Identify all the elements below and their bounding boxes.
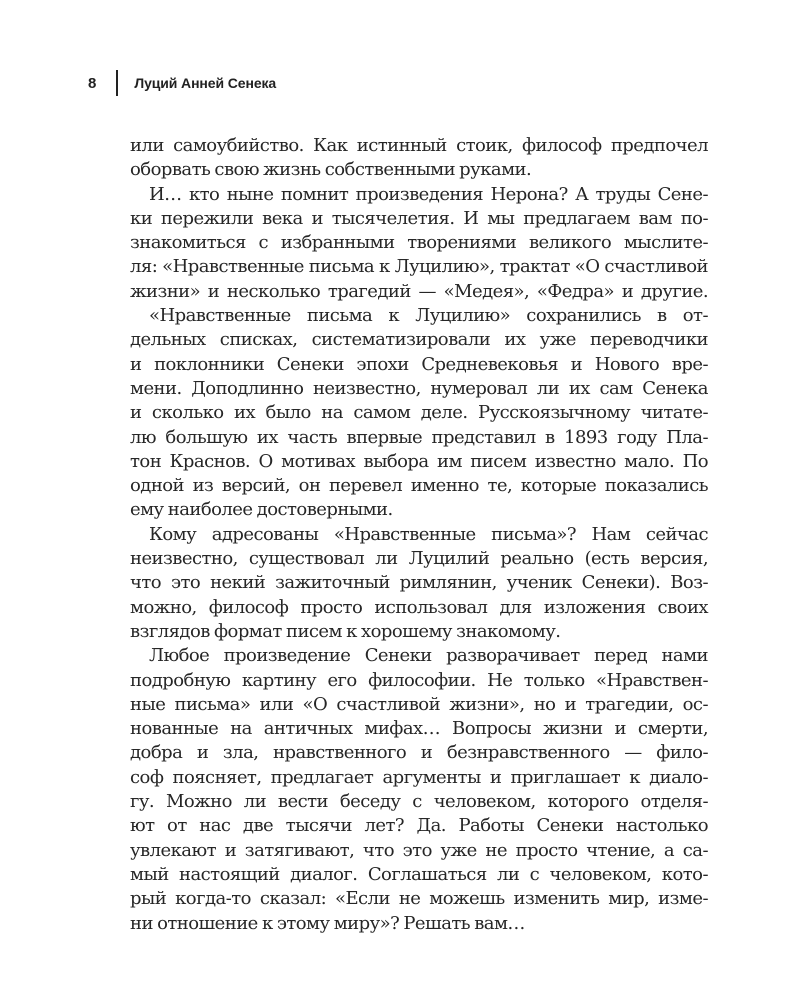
text-line: взглядов формат писем к хорошему знакомому.: [130, 620, 561, 642]
text-line: добра и зла, нравственного и безнравственного — фило-: [130, 742, 708, 764]
text-line: соф поясняет, предлагает аргументы и приглашает к диало-: [130, 766, 708, 788]
text-line: что это некий зажиточный римлянин, ученик Сенеки). Воз-: [130, 572, 708, 594]
text-line: ни отношение к этому миру»? Решать вам…: [130, 912, 525, 934]
text-line: ки пережили века и тысячелетия. И мы предлагаем вам по-: [130, 207, 708, 229]
text-line: Кому адресованы «Нравственные письма»? Нам сейчас: [149, 523, 708, 545]
text-line: и поклонники Сенеки эпохи Средневековья и Нового вре-: [130, 353, 708, 375]
body-text: [130, 134, 708, 936]
text-line: нованные на античных мифах… Вопросы жизни и смерти,: [130, 718, 708, 740]
text-line: жизни» и несколько трагедий — «Медея», «Федра» и другие.: [130, 280, 708, 302]
text-line: оборвать свою жизнь собственными руками.: [130, 159, 532, 181]
text-line: рый когда-то сказал: «Если не можешь изменить мир, изме-: [130, 888, 708, 910]
text-line: ля: «Нравственные письма к Луцилию», трактат «О счастливой: [130, 256, 708, 278]
text-line: знакомиться с избранными творениями великого мыслите-: [130, 232, 708, 254]
text-line: дельных списках, систематизировали их уже переводчики: [130, 329, 708, 351]
text-line: и сколько их было на самом деле. Русскоязычному читате-: [130, 402, 708, 424]
text-line: подробную картину его философии. Не только «Нравствен-: [130, 669, 708, 691]
text-line: лю большую их часть впервые представил в 1893 году Пла-: [130, 426, 708, 448]
text-line: мый настоящий диалог. Соглашаться ли с человеком, кото-: [130, 863, 708, 885]
text-line: гу. Можно ли вести беседу с человеком, которого отделя-: [130, 791, 708, 813]
text-line: одной из версий, он перевел именно те, которые показались: [130, 475, 708, 497]
text-line: И… кто ныне помнит произведения Нерона? А труды Сене-: [149, 183, 708, 205]
text-line: мени. Доподлинно неизвестно, нумеровал ли их сам Сенека: [130, 377, 708, 399]
text-line: ные письма» или «О счастливой жизни», но и трагедии, ос-: [130, 693, 708, 715]
text-line: «Нравственные письма к Луцилию» сохранились в от-: [149, 305, 708, 327]
text-line: Любое произведение Сенеки разворачивает перед нами: [149, 645, 708, 667]
page-header: [88, 70, 276, 96]
text-line: ему наиболее достоверными.: [130, 499, 393, 521]
running-title: Луций Анней Сенека: [134, 75, 277, 91]
header-divider: [116, 70, 118, 96]
page-number: 8: [88, 74, 97, 92]
text-line: или самоубийство. Как истинный стоик, философ предпочел: [130, 135, 708, 156]
text-line: можно, философ просто использовал для изложения своих: [130, 596, 708, 618]
text-line: ют от нас две тысячи лет? Да. Работы Сенеки настолько: [130, 815, 708, 837]
text-line: увлекают и затягивают, что это уже не просто чтение, а са-: [130, 839, 708, 861]
text-line: тон Краснов. О мотивах выбора им писем известно мало. По: [130, 450, 708, 472]
text-line: неизвестно, существовал ли Луцилий реально (есть версия,: [130, 548, 708, 570]
